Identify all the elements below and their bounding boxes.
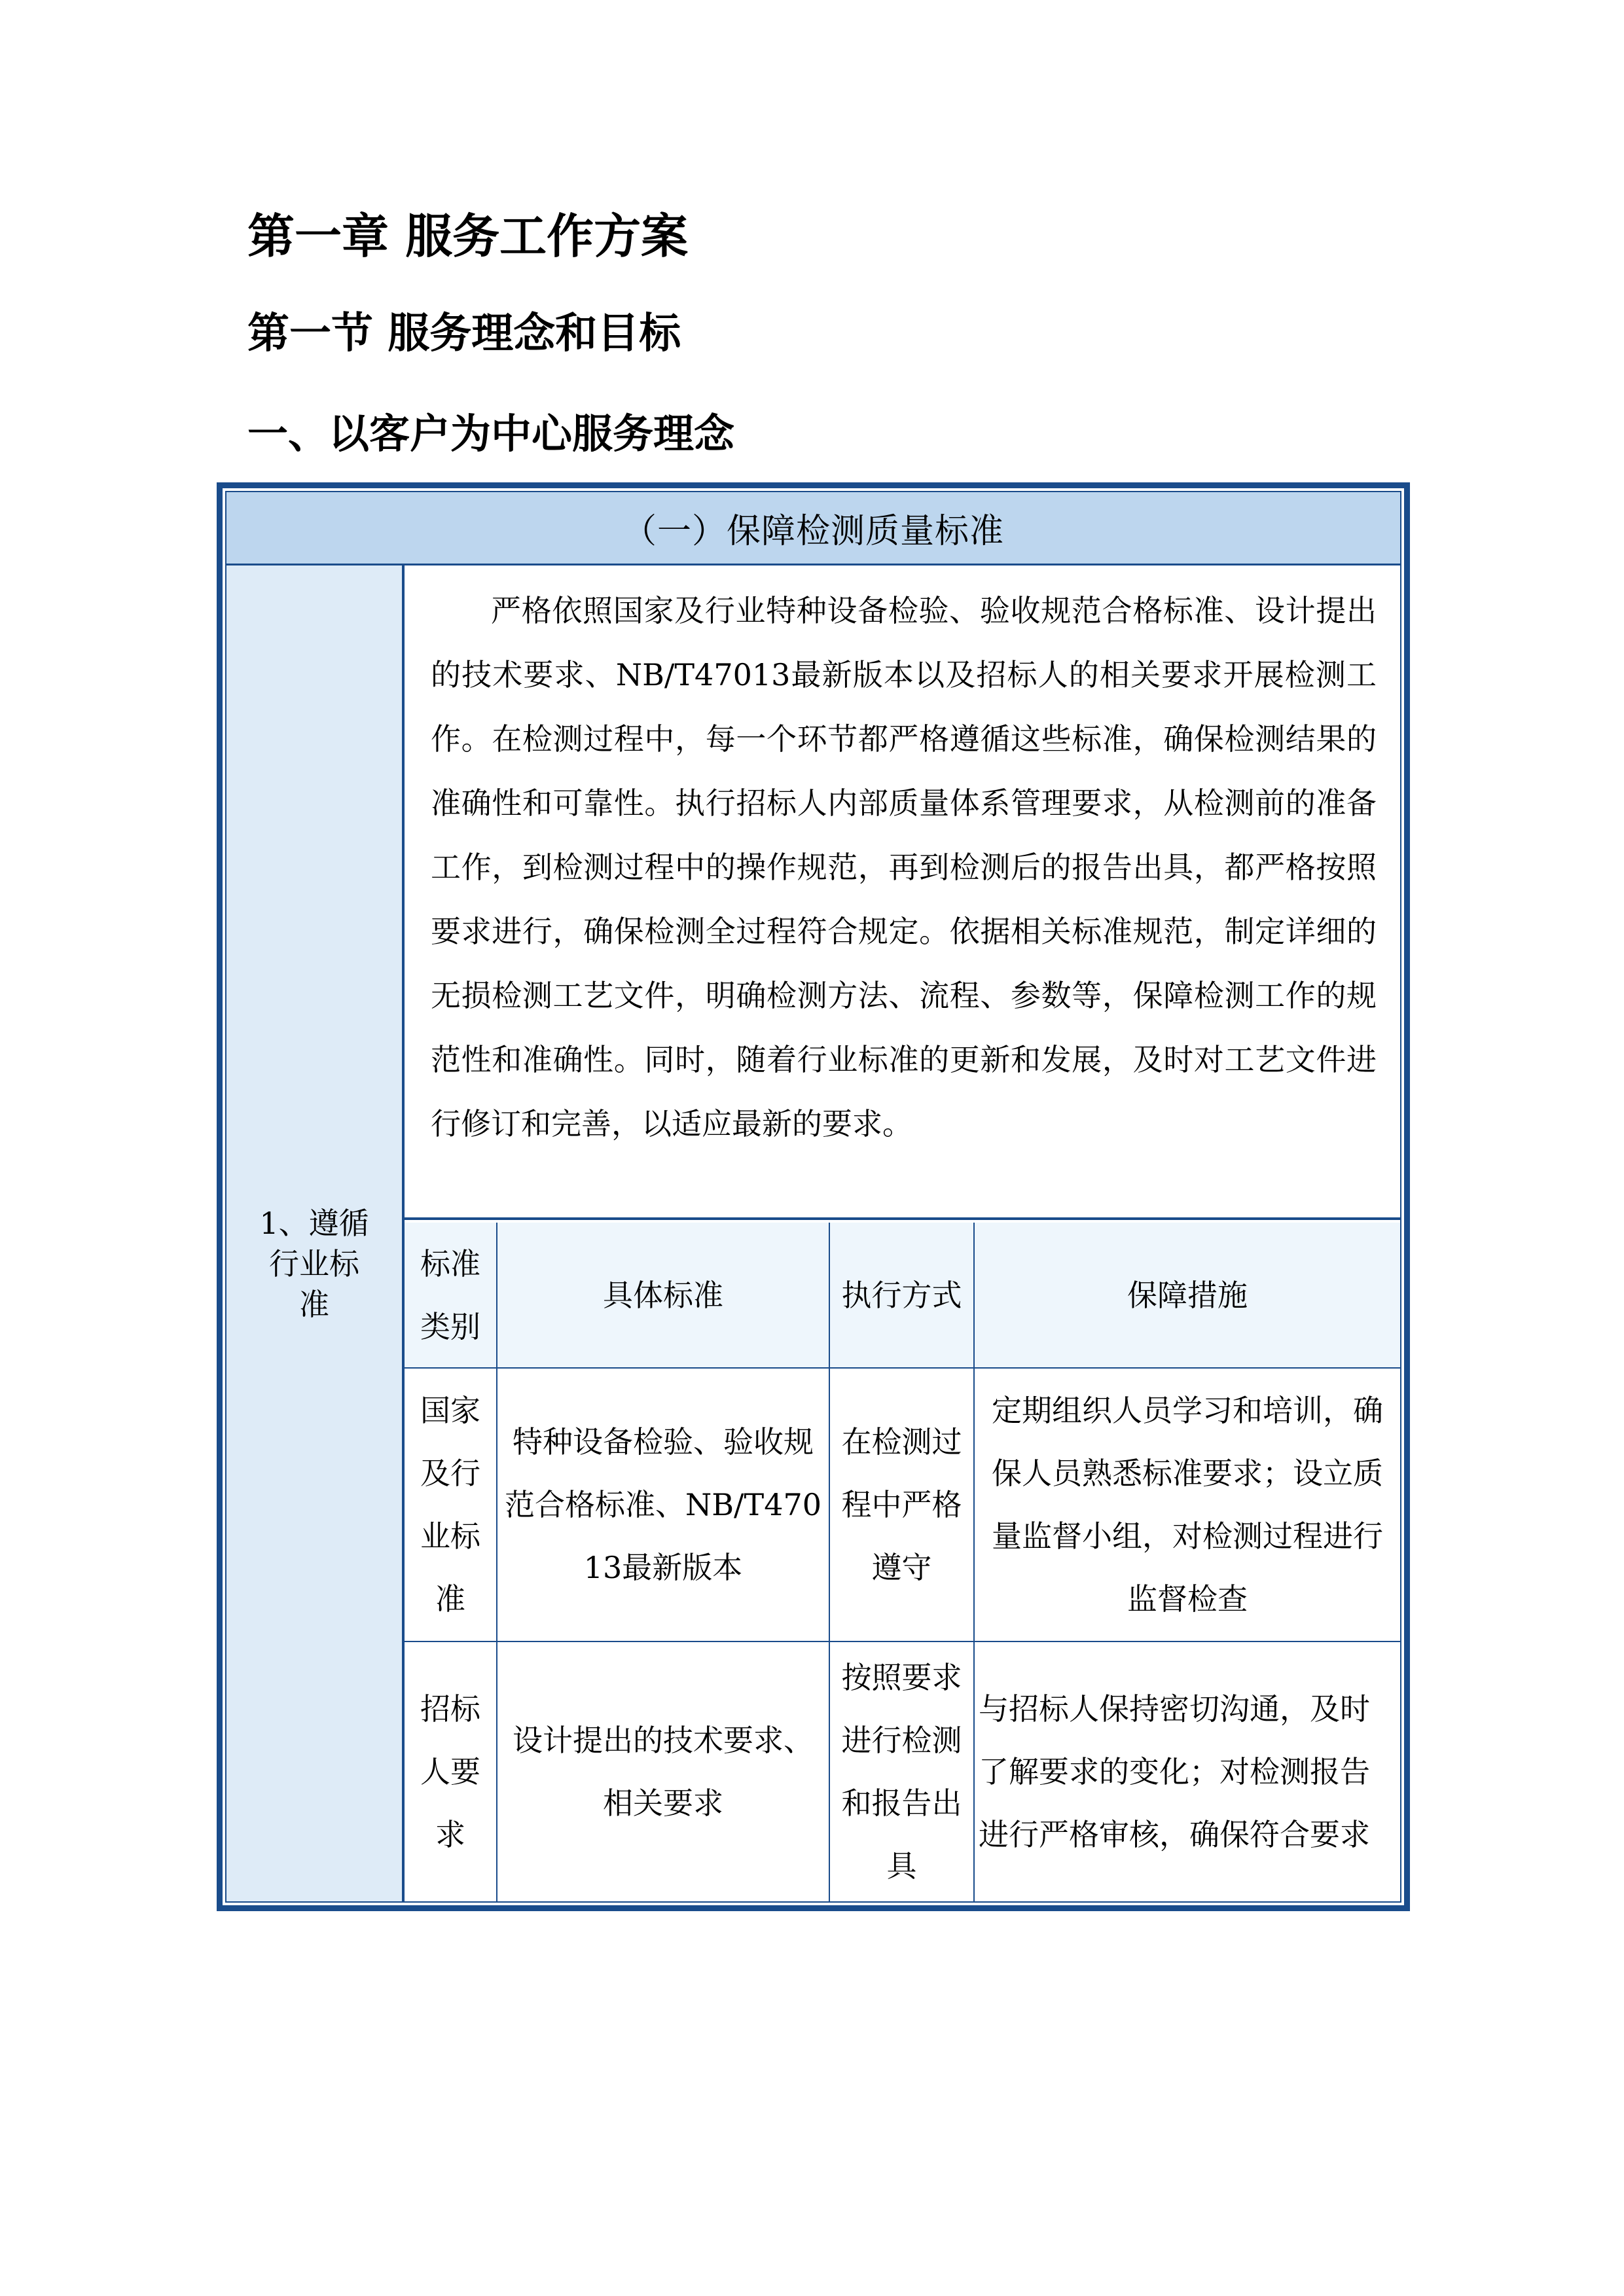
quality-standard-table	[217, 482, 1410, 1911]
column-header-standard: 具体标准	[497, 1223, 829, 1368]
row-measure: 与招标人保持密切沟通，及时了解要求的变化；对检测报告进行严格审核，确保符合要求	[974, 1641, 1400, 1901]
table-row	[405, 1368, 1400, 1641]
column-header-category: 标准类别	[405, 1223, 497, 1368]
row-standard: 特种设备检验、验收规范合格标准、NB/T47013最新版本	[497, 1368, 829, 1641]
section-heading: 第一节 服务理念和目标	[247, 310, 681, 358]
table-inner-border	[225, 491, 1401, 1903]
row-measure: 定期组织人员学习和培训，确保人员熟悉标准要求；设立质量监督小组，对检测过程进行监督检查	[974, 1368, 1400, 1641]
column-header-method: 执行方式	[829, 1223, 974, 1368]
chapter-heading: 第一章 服务工作方案	[247, 209, 689, 264]
description-paragraph: 严格依照国家及行业特种设备检验、验收规范合格标准、设计提出的技术要求、NB/T47013最新版本以及招标人的相关要求开展检测工作。在检测过程中，每一个环节都严格遵循这些标准，确保检测结果的准确性和可靠性。执行招标人内部质量体系管理要求，从检测前的准备工作，到检测过程中的操作规范，再到检测后的报告出具，都严格按照要求进行，确保检测全过程符合规定。依据相关标准规范，制定详细的无损检测工艺文件，明确检测方法、流程、参数等，保障检测工作的规范性和准确性。同时，随着行业标准的更新和发展，及时对工艺文件进行修订和完善，以适应最新的要求。	[405, 565, 1400, 1220]
row-label: 1、遵循行业标准	[259, 1205, 369, 1322]
standards-subtable	[405, 1223, 1400, 1901]
row-method: 在检测过程中严格遵守	[829, 1368, 974, 1641]
row-standard: 设计提出的技术要求、相关要求	[497, 1641, 829, 1901]
table-row	[405, 1641, 1400, 1901]
row-category: 国家及行业标准	[405, 1368, 497, 1641]
column-header-measure: 保障措施	[974, 1223, 1400, 1368]
row-label-cell	[226, 565, 405, 1901]
subsection-heading: 一、以客户为中心服务理念	[247, 410, 735, 457]
table-title: （一）保障检测质量标准	[226, 492, 1400, 565]
row-category: 招标人要求	[405, 1641, 497, 1901]
row-method: 按照要求进行检测和报告出具	[829, 1641, 974, 1901]
subtable-header-row	[405, 1223, 1400, 1368]
